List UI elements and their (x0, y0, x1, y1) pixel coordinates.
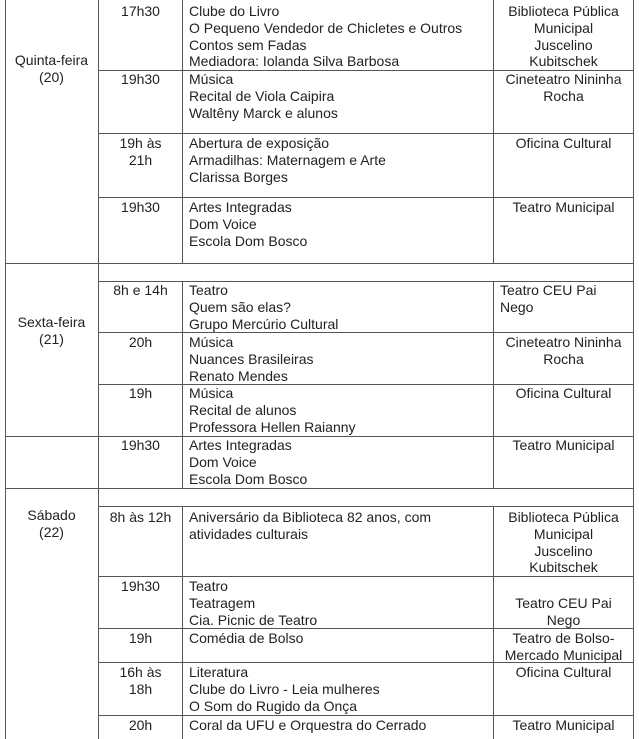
day-divider (5, 263, 634, 264)
event-venue (494, 199, 633, 216)
cell-line: Abertura de exposição (189, 135, 330, 151)
event-description (189, 135, 489, 185)
time-column-divider (182, 507, 183, 739)
cell-line: 20h (128, 334, 153, 350)
cell-line: Nuances Brasileiras (189, 350, 314, 367)
event-time (99, 3, 182, 20)
cell-line: Municipal (533, 19, 594, 36)
cell-line: Biblioteca Pública (508, 509, 619, 525)
cell-line: (22) (39, 523, 64, 540)
row-divider (98, 506, 634, 507)
cell-line: Teatro CEU Pai (515, 595, 612, 611)
cell-line: 18h (128, 680, 153, 697)
cell-line: Cineteatro Nininha (505, 71, 622, 87)
event-venue (494, 717, 633, 734)
event-venue (494, 630, 633, 664)
cell-line: Armadilhas: Maternagem e Arte (189, 151, 386, 168)
cell-line: Literatura (189, 664, 249, 680)
cell-line: Rocha (543, 87, 584, 104)
cell-line: Teatro CEU Pai (500, 282, 597, 298)
cell-line: Cineteatro Nininha (505, 334, 622, 350)
event-time (99, 71, 182, 88)
cell-line: Municipal (533, 525, 594, 542)
event-description (189, 717, 489, 734)
cell-line: 8h e 14h (113, 282, 168, 298)
cell-line: Recital de Viola Caipira (189, 87, 335, 104)
event-description (189, 437, 489, 487)
cell-line: Kubitschek (529, 559, 598, 576)
cell-line: Música (189, 334, 234, 350)
event-description (189, 385, 489, 435)
cell-line: O Som do Rugido da Onça (189, 697, 358, 714)
cell-line: Teatro (189, 578, 228, 594)
cell-line: O Pequeno Vendedor de Chicletes e Outros (189, 19, 463, 36)
cell-line: Artes Integradas (189, 437, 292, 453)
cell-line: Biblioteca Pública (508, 3, 619, 19)
event-venue (494, 437, 633, 454)
event-time (99, 199, 182, 216)
event-time (99, 282, 182, 299)
cell-line: 19h às (119, 135, 162, 151)
cell-line: Kubitschek (529, 53, 598, 70)
cell-line: Dom Voice (189, 453, 257, 470)
cell-line: Quinta-feira (14, 52, 89, 68)
event-description (189, 71, 489, 121)
cell-line: Clube do Livro - Leia mulheres (189, 680, 380, 697)
cell-line: Mediadora: Iolanda Silva Barbosa (189, 53, 400, 70)
event-venue (494, 334, 633, 368)
event-venue (494, 595, 633, 629)
day-label-quinta (5, 52, 98, 86)
cell-line: Oficina Cultural (515, 135, 612, 151)
cell-line: 19h (128, 630, 153, 646)
cell-line: Coral da UFU e Orquestra do Cerrado (189, 717, 427, 733)
cell-line: Waltêny Marck e alunos (189, 104, 338, 121)
cell-line: Teatro (189, 282, 228, 298)
event-venue (494, 135, 633, 152)
cell-line: Nego (500, 298, 534, 315)
cell-line: Comédia de Bolso (189, 630, 304, 646)
event-time (99, 578, 182, 595)
cell-line: Escola Dom Bosco (189, 470, 308, 487)
event-time (99, 630, 182, 647)
cell-line: Cia. Picnic de Teatro (189, 611, 318, 628)
event-time (99, 334, 182, 351)
event-time (99, 437, 182, 454)
event-description (189, 509, 489, 543)
cell-line: Oficina Cultural (515, 385, 612, 401)
cell-line: Mercado Municipal (504, 646, 623, 663)
cell-line: Música (189, 71, 234, 87)
cell-line: 16h às (119, 664, 162, 680)
day-label-sexta (5, 314, 98, 348)
cell-line: 17h30 (121, 3, 160, 19)
row-divider (98, 133, 634, 134)
cell-line: (20) (39, 68, 64, 85)
row-divider (98, 197, 634, 198)
cell-line: Juscelino (534, 36, 593, 53)
cell-line: Dom Voice (189, 215, 257, 232)
cell-line: Rocha (543, 350, 584, 367)
cell-line: Teatro Municipal (512, 717, 615, 733)
event-venue (494, 3, 633, 70)
cell-line: Clarissa Borges (189, 168, 288, 185)
event-time (99, 135, 182, 169)
cell-line: Recital de alunos (189, 401, 297, 418)
day-label-sabado (5, 507, 98, 541)
cell-line: 19h30 (121, 71, 160, 87)
cell-line: Sexta-feira (17, 314, 86, 330)
event-time (99, 385, 182, 402)
cell-line: Quem são elas? (189, 298, 291, 315)
event-description (189, 664, 489, 714)
cell-line: 20h (128, 717, 153, 733)
cell-line: Juscelino (534, 542, 593, 559)
cell-line: 19h30 (121, 437, 160, 453)
cell-line: Música (189, 385, 234, 401)
event-description (189, 334, 489, 384)
cell-line: Renato Mendes (189, 367, 288, 384)
cell-line: 8h às 12h (109, 509, 172, 525)
cell-line: Oficina Cultural (515, 664, 612, 680)
cell-line: Teatragem (189, 594, 256, 611)
table-border-left (5, 0, 6, 739)
event-description (189, 630, 489, 647)
event-description (189, 282, 489, 332)
cell-line: 21h (128, 151, 153, 168)
cell-line: Nego (546, 611, 581, 628)
cell-line: 19h30 (121, 578, 160, 594)
cell-line: Artes Integradas (189, 199, 292, 215)
cell-line: Professora Hellen Raianny (189, 418, 356, 435)
event-time (99, 717, 182, 734)
cell-line: 19h30 (121, 199, 160, 215)
cell-line: Sábado (27, 507, 76, 523)
event-time (99, 664, 182, 698)
event-venue (500, 282, 630, 316)
event-venue (494, 509, 633, 576)
time-column-divider (182, 0, 183, 264)
day-divider (5, 488, 634, 489)
cell-line: Teatro Municipal (512, 437, 615, 453)
cell-line: atividades culturais (189, 525, 309, 542)
event-description (189, 3, 489, 70)
row-divider (98, 715, 634, 716)
cell-line: Escola Dom Bosco (189, 232, 308, 249)
cell-line: (21) (39, 330, 64, 347)
cell-line: Clube do Livro (189, 3, 280, 19)
cell-line: 19h (128, 385, 153, 401)
cell-line: Teatro de Bolso- (512, 630, 615, 646)
cell-line: Grupo Mercúrio Cultural (189, 315, 339, 332)
event-venue (494, 71, 633, 105)
event-venue (494, 385, 633, 402)
event-venue (494, 664, 633, 681)
time-column-divider (182, 282, 183, 489)
event-time (99, 509, 182, 526)
cell-line: Teatro Municipal (512, 199, 615, 215)
cell-line: Contos sem Fadas (189, 36, 307, 53)
cell-line: Aniversário da Biblioteca 82 anos, com (189, 509, 432, 525)
event-description (189, 199, 489, 249)
event-description (189, 578, 489, 628)
